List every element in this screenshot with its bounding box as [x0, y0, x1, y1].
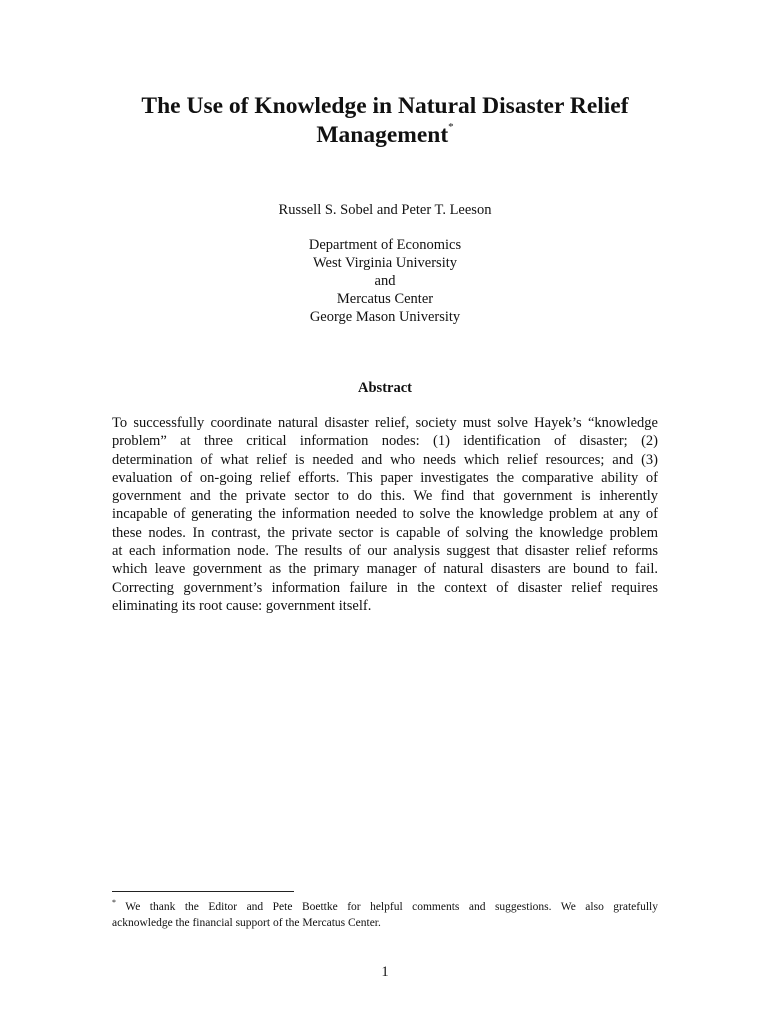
author-list: Russell S. Sobel and Peter T. Leeson: [278, 202, 492, 218]
affiliation-line: George Mason University: [309, 309, 461, 325]
abstract-line: evaluation of on-going relief efforts. This paper investigates the comparative ability of: [112, 469, 658, 486]
title-line-2: [100, 121, 670, 150]
abstract-line: which leave government as the primary manager of natural disasters are bound to fail.: [112, 561, 658, 578]
paper-title: [100, 92, 670, 150]
affiliation-line: and: [374, 273, 396, 289]
affiliations: [0, 236, 770, 326]
abstract-body: [112, 414, 658, 615]
footnote-line-1: [112, 900, 658, 916]
page-number: 1: [381, 964, 389, 980]
abstract-line: determination of what relief is needed and who needs which relief resources; and (3): [112, 451, 658, 468]
affiliation-line: West Virginia University: [312, 255, 458, 271]
title-line-2-text: Management: [316, 122, 449, 148]
abstract-line: these nodes. In contrast, the private sector is capable of solving the knowledge problem: [112, 524, 658, 541]
footnote-text-1: We thank the Editor and Pete Boettke for helpful comments and suggestions. We also gratefully: [125, 901, 659, 913]
abstract-line: government and the private sector to do this. We find that government is inherently: [112, 488, 658, 505]
footnote-line-2: acknowledge the financial support of the Mercatus Center.: [112, 916, 381, 929]
title-line-1: The Use of Knowledge in Natural Disaster Relief: [141, 93, 629, 119]
abstract-line: problem” at three critical information nodes: (1) identification of disaster; (2): [112, 433, 658, 450]
abstract-line: To successfully coordinate natural disaster relief, society must solve Hayek’s “knowledge: [112, 415, 658, 431]
abstract-line: Correcting government’s information failure in the context of disaster relief requires: [112, 579, 658, 596]
affiliation-line: Mercatus Center: [336, 291, 434, 307]
abstract-line: at each information node. The results of our analysis suggest that disaster relief reforms: [112, 543, 658, 560]
abstract-heading: Abstract: [358, 380, 412, 396]
footnote-divider: [112, 891, 294, 892]
footnote: [112, 900, 658, 931]
title-footnote-marker: *: [448, 121, 454, 133]
abstract-line: eliminating its root cause: government itself.: [112, 597, 372, 614]
affiliation-line: Department of Economics: [308, 237, 462, 253]
abstract-line: incapable of generating the information needed to solve the knowledge problem at any of: [112, 506, 658, 523]
footnote-marker: *: [112, 898, 116, 907]
